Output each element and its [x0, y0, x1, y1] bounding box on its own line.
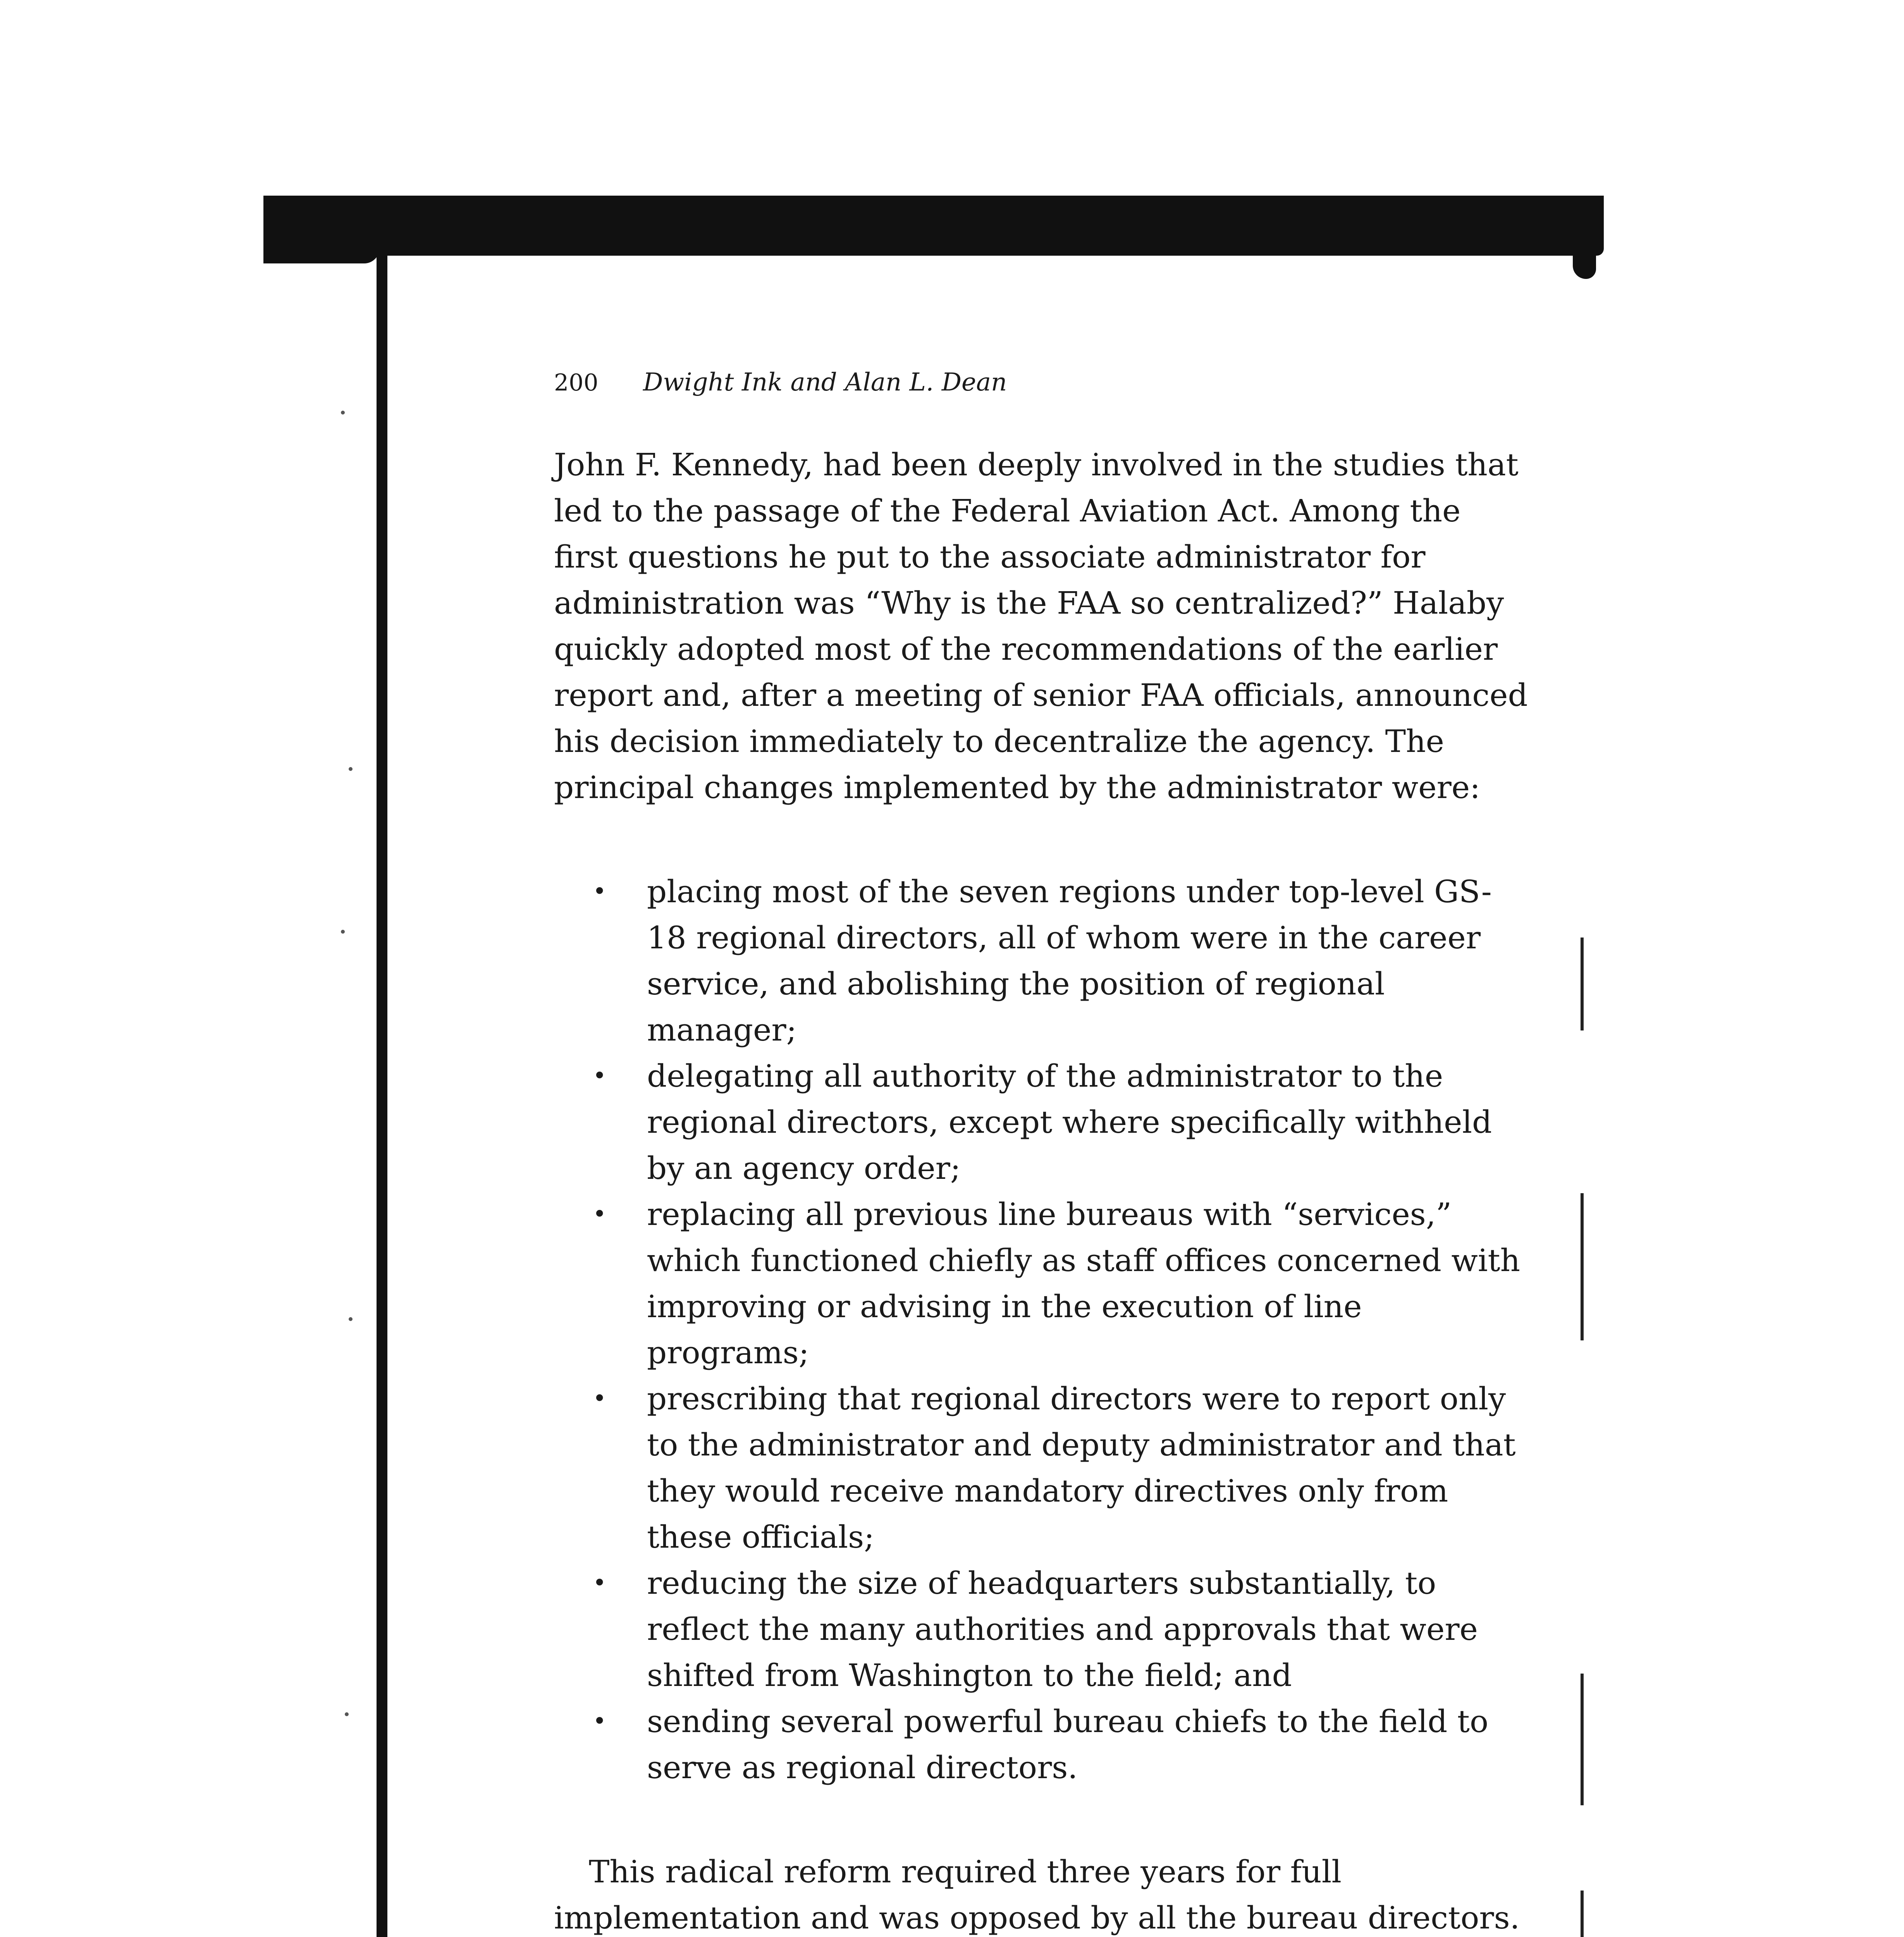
bullet-icon: •: [593, 1708, 607, 1735]
list-item: [554, 869, 1530, 1053]
list-item-text: reducing the size of headquarters substantially, to reflect the many authorities and approvals that were shifted from Washington to the field; and: [647, 1565, 1478, 1693]
list-item-text: delegating all authority of the administrator to the regional directors, except where specifically withheld by an agency order;: [647, 1058, 1492, 1186]
scan-top-border: [263, 196, 1604, 256]
bullet-list: [554, 869, 1530, 1791]
scan-right-edge-mark: [1581, 1193, 1584, 1340]
bullet-icon: •: [593, 1062, 607, 1089]
list-item: [554, 1191, 1530, 1376]
scan-top-border-tail: [1573, 232, 1596, 279]
scan-right-edge-mark: [1581, 1891, 1584, 1937]
scan-binding-edge: [377, 248, 387, 1937]
list-item: [554, 1053, 1530, 1191]
scan-speck: [345, 1712, 349, 1716]
running-head-authors: Dwight Ink and Alan L. Dean: [643, 368, 1007, 397]
scan-speck: [349, 1317, 353, 1321]
paragraph: John F. Kennedy, had been deeply involved in the studies that led to the passage of the Federal Aviation Act. Among the first questions he put to the associate administrator for administration was “Why is the FAA so centralized?” Halaby quickly adopted most of the recommendations of the earlier report and, after a meeting of senior FAA officials, announced his decision immediately to decentralize the agency. The principal changes implemented by the administrator were:: [554, 447, 1528, 805]
scan-right-edge-mark: [1581, 1674, 1584, 1805]
list-item-text: placing most of the seven regions under top-level GS-18 regional directors, all of whom were in the career service, and abolishing the position of regional manager;: [647, 874, 1492, 1048]
list-item-text: sending several powerful bureau chiefs to the field to serve as regional directors.: [647, 1703, 1489, 1786]
scan-right-edge-mark: [1581, 938, 1584, 1030]
scan-binding-shadow: [263, 248, 380, 263]
page-number: 200: [554, 369, 599, 396]
list-item-text: prescribing that regional directors were to report only to the administrator and deputy administrator and that they would receive mandatory directives only from these officials;: [647, 1381, 1516, 1555]
bullet-icon: •: [593, 1385, 607, 1412]
bullet-icon: •: [593, 1201, 607, 1228]
scan-speck: [349, 767, 353, 771]
list-item-text: replacing all previous line bureaus with “services,” which functioned chiefly as staff offices concerned with improving or advising in the execution of line programs;: [647, 1196, 1520, 1371]
body-text: [554, 442, 1530, 1937]
scan-speck: [341, 411, 345, 415]
bullet-icon: •: [593, 878, 607, 905]
list-item: [554, 1376, 1530, 1560]
running-head: [554, 368, 1007, 397]
paragraph: This radical reform required three years for full implementation and was opposed by all the bureau directors.: [554, 1854, 1520, 1936]
list-item: [554, 1698, 1530, 1791]
scan-speck: [341, 930, 345, 934]
list-item: [554, 1560, 1530, 1698]
bullet-icon: •: [593, 1569, 607, 1596]
